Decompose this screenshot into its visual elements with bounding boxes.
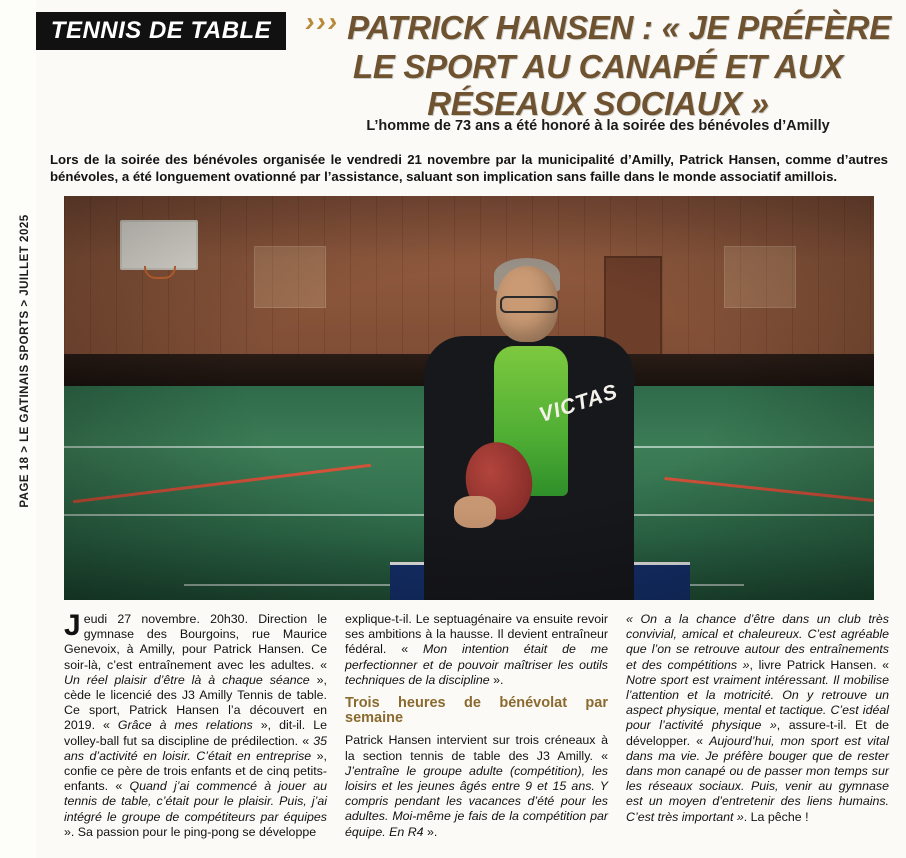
col2-run-1: explique-t-il. Le septuagénaire va ensuite revoir ses ambitions à la hausse. Il devient entraîneur fédéral. «: [345, 612, 608, 657]
article-subhead: L’homme de 73 ans a été honoré à la soirée des bénévoles d’Amilly: [366, 118, 830, 134]
column3-paragraph: [626, 612, 889, 825]
col1-quote-4: Quand j’ai commencé à jouer au tennis de table, c’était pour le plaisir. Puis, j’ai intégré le groupe de compétiteurs par équipes: [64, 779, 327, 824]
article-column-3: [626, 612, 889, 833]
headline-line-1: PATRICK HANSEN : « JE PRÉFÈRE: [347, 9, 891, 46]
col1-run-2: », cède le licencié des J3 Amilly Tennis de table. Ce sport, Patrick Hansen l’a découvert en 2019. «: [64, 672, 327, 733]
column2-crosshead: Trois heures de bénévolat par semaine: [345, 695, 608, 727]
headline-line-2: LE SPORT AU CANAPÉ ET AUX RÉSEAUX SOCIAUX »: [353, 48, 843, 122]
col2-run-2: ».: [489, 672, 504, 687]
column1-paragraph: [64, 609, 328, 840]
col3-quote-2: Notre sport est vraiment intéressant. Il mobilise l’attention et la motricité. On y retrouve un aspect physique, mental et tactique. C’est idéal pour l’activité physique »: [626, 672, 889, 733]
article-column-1: [64, 609, 328, 848]
page-spine: [0, 0, 36, 858]
article-photo: [64, 196, 874, 600]
article-body: [64, 609, 902, 858]
dropcap: J: [64, 609, 81, 642]
article-column-2: [345, 612, 608, 848]
col1-quote-2: Grâce à mes relations: [117, 718, 253, 733]
col1-run-5: ». Sa passion pour le ping-pong se développe: [64, 824, 317, 839]
col2-run-3: Patrick Hansen intervient sur trois créneaux à la section tennis de table des J3 Amilly. «: [345, 733, 608, 763]
col3-quote-1: « On a la chance d’être dans un club très convivial, amical et chaleureux. C’est agréable que l’on se retrouve autour des entraînements et des compétitions »: [626, 612, 889, 672]
col2-quote-2: J’entraîne le groupe adulte (compétition), les loisirs et les jeunes âgés entre 9 et 15 ans. Y compris pendant les vacances d’été pour les adultes. Moi-même je fais de la compétition par équipe. En R4: [345, 763, 608, 839]
col3-run-2: , assure-t-il. Et de développer. «: [626, 718, 889, 748]
column2-paragraph-1: [345, 612, 608, 688]
col2-quote-1: Mon intention était de me perfectionner et de pouvoir maîtriser les outils techniques de la discipline: [345, 642, 608, 687]
col1-run-4: », confie ce père de trois enfants et de cinq petits-enfants. «: [64, 748, 327, 794]
column2-paragraph-2: [345, 733, 608, 839]
col1-quote-1: Un réel plaisir d’être là à chaque séance: [64, 672, 310, 687]
spine-label: PAGE 18 > LE GATINAIS SPORTS > JUILLET 2025: [19, 214, 31, 508]
col2-run-4: ».: [423, 824, 438, 839]
article-header: [36, 6, 902, 134]
col3-run-1: , livre Patrick Hansen. «: [749, 657, 889, 672]
col1-run-3: », dit-il. Le volley-ball fut sa discipline de prédilection. «: [64, 718, 328, 748]
headline-block: [294, 6, 902, 122]
col3-quote-3: Aujourd’hui, mon sport est vital dans ma vie. Je préfère bouger que de rester dans mon canapé ou de passer mon temps sur les réseaux sociaux. Puis, venir au gymnase est un moyen d’entretenir des liens humains. C’est très important »: [626, 733, 889, 824]
col3-run-3: . La pêche !: [743, 809, 809, 824]
section-rubric: TENNIS DE TABLE: [36, 12, 286, 50]
col1-quote-3: 35 ans d’activité en loisir. C’était en entreprise: [64, 733, 327, 763]
photo-vignette: [64, 196, 874, 600]
chevrons-icon: ›››: [305, 6, 340, 37]
col1-run-1: eudi 27 novembre. 20h30. Direction le gymnase des Bourgoins, rue Maurice Genevoix, à Amilly, pour Patrick Hansen. Ce soir-là, c’est entraînement avec les adultes. «: [64, 612, 327, 672]
article-standfirst: Lors de la soirée des bénévoles organisée le vendredi 21 novembre par la municipalité d’Amilly, Patrick Hansen, comme d’autres bénévoles, a été longuement ovationné par l’assistance, saluant son implication sans faille dans le monde associatif amillois.: [50, 152, 888, 184]
